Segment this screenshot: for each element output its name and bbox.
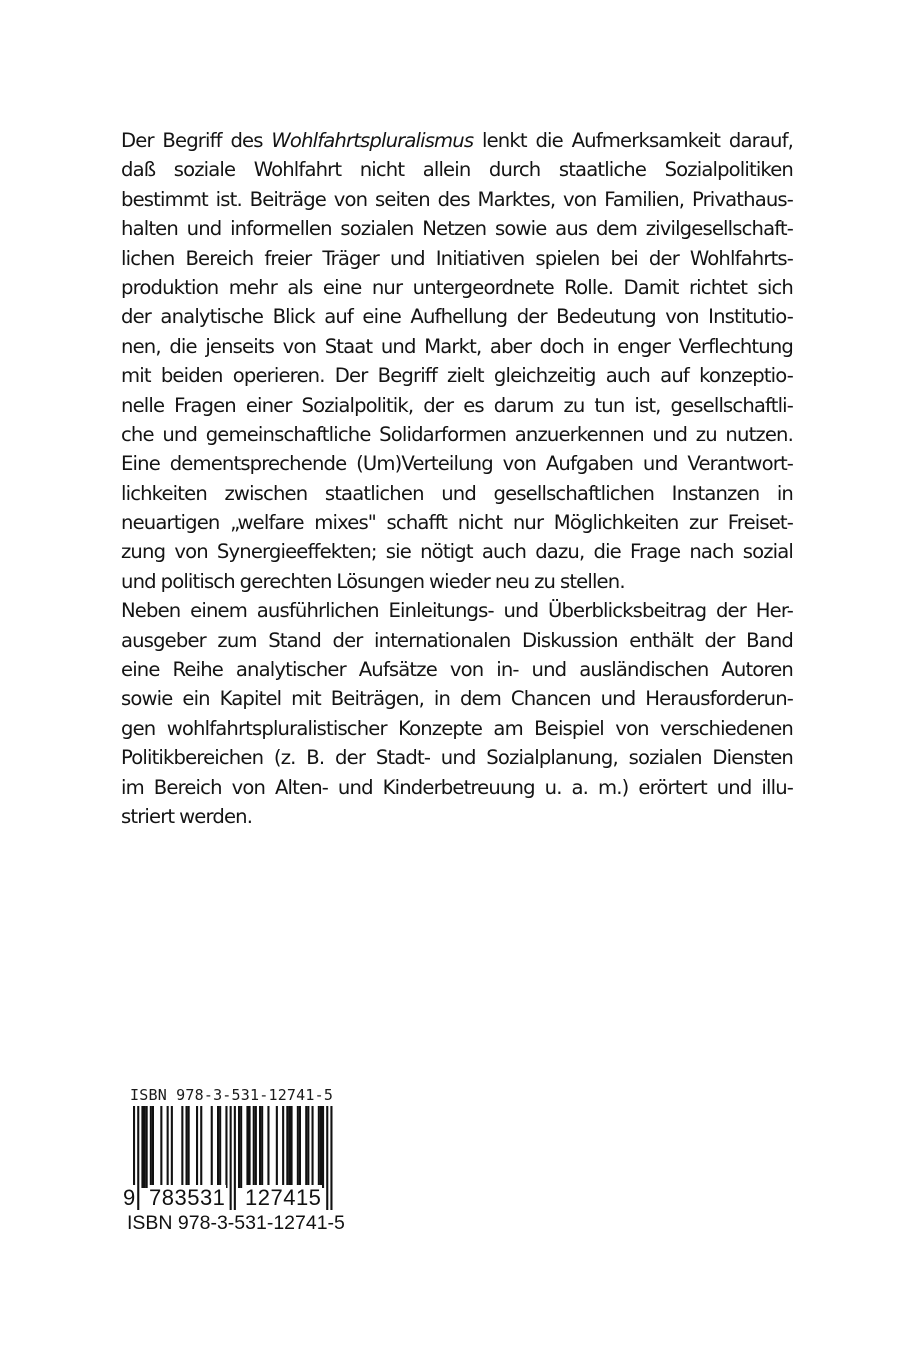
barcode-bar xyxy=(225,1106,227,1188)
barcode-bar xyxy=(249,1106,251,1188)
barcode-bar xyxy=(171,1106,173,1188)
blurb-line-text: neuartigen „welfare mixes" schafft nicht nur Möglichkeiten zur Freiset- xyxy=(121,511,793,535)
barcode-bar xyxy=(312,1106,314,1188)
blurb-line-text: Politikbereichen (z. B. der Stadt- und Sozialplanung, sozialen Diensten xyxy=(121,746,793,770)
blurb-line xyxy=(121,596,793,625)
barcode-bar xyxy=(299,1106,301,1188)
barcode-digits-left: 783531 xyxy=(149,1185,226,1210)
barcode-bar xyxy=(186,1106,188,1188)
barcode-bar xyxy=(297,1106,299,1188)
blurb-line xyxy=(121,537,793,566)
barcode-bar xyxy=(181,1106,183,1188)
barcode-bar xyxy=(318,1106,320,1188)
blurb-line xyxy=(121,420,793,449)
barcode-bar xyxy=(200,1106,202,1188)
barcode-bar xyxy=(141,1106,143,1188)
blurb-line-text: im Bereich von Alten- und Kinderbetreuung u. a. m.) erörtert und illu- xyxy=(121,775,793,799)
blurb-line-text: und politisch gerechten Lösungen wieder neu zu stellen. xyxy=(121,569,625,593)
barcode-bar xyxy=(253,1106,255,1188)
barcode-bar xyxy=(167,1106,169,1188)
barcode-bar xyxy=(219,1106,221,1188)
blurb-line-text: nelle Fragen einer Sozialpolitik, der es darum zu tun ist, gesellschaftli- xyxy=(121,393,793,417)
isbn-top-label: ISBN 978-3-531-12741-5 xyxy=(130,1086,334,1104)
blurb-line xyxy=(121,126,793,155)
barcode-bar xyxy=(150,1106,152,1188)
barcode-digits-right: 127415 xyxy=(245,1185,322,1210)
blurb-line xyxy=(121,802,793,831)
blurb-line-text: bestimmt ist. Beiträge von seiten des Marktes, von Familien, Privathaus- xyxy=(121,187,793,211)
isbn-bottom-label: ISBN 978-3-531-12741-5 xyxy=(127,1212,345,1234)
barcode-digit-first: 9 xyxy=(123,1185,136,1210)
barcode-bar xyxy=(246,1106,248,1188)
barcode-bar xyxy=(144,1106,146,1188)
blurb-line-text: lenkt die Aufmerksamkeit darauf, xyxy=(473,129,793,152)
barcode-bar xyxy=(282,1106,284,1188)
barcode-bar xyxy=(217,1106,219,1188)
blurb-line-text: mit beiden operieren. Der Begriff zielt gleichzeitig auch auf konzeptio- xyxy=(121,364,793,388)
blurb-line xyxy=(121,214,793,243)
blurb-line xyxy=(121,567,793,596)
barcode-bar xyxy=(267,1106,269,1188)
blurb-line xyxy=(121,332,793,361)
blurb-line xyxy=(121,155,793,184)
blurb-text xyxy=(121,126,793,831)
blurb-line-text: daß soziale Wohlfahrt nicht allein durch staatliche Sozialpolitiken xyxy=(121,158,793,182)
blurb-line-text: halten und informellen sozialen Netzen sowie aus dem zivilgesellschaft- xyxy=(121,217,793,241)
blurb-line-text: produktion mehr als eine nur untergeordnete Rolle. Damit richtet sich xyxy=(121,275,793,299)
barcode-bar xyxy=(291,1106,293,1188)
blurb-line xyxy=(121,714,793,743)
barcode-bar xyxy=(322,1106,324,1188)
blurb-line-text: sowie ein Kapitel mit Beiträgen, in dem Chancen und Herausforderun- xyxy=(121,687,793,711)
barcode-digits xyxy=(124,1185,338,1211)
blurb-line xyxy=(121,773,793,802)
blurb-line xyxy=(121,655,793,684)
barcode-bar xyxy=(259,1106,261,1188)
blurb-line xyxy=(121,479,793,508)
blurb-line xyxy=(121,508,793,537)
barcode-bar xyxy=(255,1106,257,1188)
barcode-bar xyxy=(211,1106,213,1188)
blurb-line-text: der analytische Blick auf eine Aufhellung der Bedeutung von Institutio- xyxy=(121,305,793,329)
blurb-line xyxy=(121,391,793,420)
blurb-line-text: lichen Bereich freier Träger und Initiativen spielen bei der Wohlfahrts- xyxy=(121,246,793,270)
blurb-line xyxy=(121,449,793,478)
blurb-line xyxy=(121,185,793,214)
blurb-emphasis: Wohlfahrtspluralismus xyxy=(271,129,474,152)
blurb-line-text: Der Begriff des xyxy=(121,129,272,152)
barcode-bar xyxy=(276,1106,278,1188)
barcode-bar xyxy=(146,1106,148,1188)
barcode-bar xyxy=(288,1106,290,1188)
blurb-line xyxy=(121,244,793,273)
blurb-line xyxy=(121,743,793,772)
barcode-bar xyxy=(196,1106,198,1188)
barcode-bar xyxy=(261,1106,263,1188)
barcode-bar xyxy=(160,1106,162,1188)
blurb-line-text: ausgeber zum Stand der internationalen Diskussion enthält der Band xyxy=(121,628,793,652)
blurb-line xyxy=(121,302,793,331)
blurb-line-text: che und gemeinschaftliche Solidarformen anzuerkennen und zu nutzen. xyxy=(121,422,793,446)
blurb-line-text: Neben einem ausführlichen Einleitungs- und Überblicksbeitrag der Her- xyxy=(121,599,793,623)
barcode-bar xyxy=(320,1106,322,1188)
blurb-line xyxy=(121,684,793,713)
blurb-line xyxy=(121,361,793,390)
barcode-bar xyxy=(152,1106,154,1188)
barcode-bar xyxy=(240,1106,242,1188)
blurb-line-text: zung von Synergieeffekten; sie nötigt auch dazu, die Frage nach sozial xyxy=(121,540,793,564)
blurb-line-text: striert werden. xyxy=(121,804,253,828)
blurb-line-text: gen wohlfahrtspluralistischer Konzepte am Beispiel von verschiedenen xyxy=(121,716,793,740)
barcode-bar xyxy=(238,1106,240,1188)
blurb-line-text: Eine dementsprechende (Um)Verteilung von Aufgaben und Verantwort- xyxy=(121,452,793,476)
blurb-line-text: nen, die jenseits von Staat und Markt, aber doch in enger Verflechtung xyxy=(121,334,793,358)
blurb-line xyxy=(121,626,793,655)
barcode-bar xyxy=(286,1106,288,1188)
blurb-line-text: lichkeiten zwischen staatlichen und gesellschaftlichen Instanzen in xyxy=(121,481,793,505)
barcode-bar xyxy=(307,1106,309,1188)
barcode-bar xyxy=(188,1106,190,1188)
barcode-bar xyxy=(305,1106,307,1188)
blurb-line-text: eine Reihe analytischer Aufsätze von in- und ausländischen Autoren xyxy=(121,658,793,682)
blurb-line xyxy=(121,273,793,302)
